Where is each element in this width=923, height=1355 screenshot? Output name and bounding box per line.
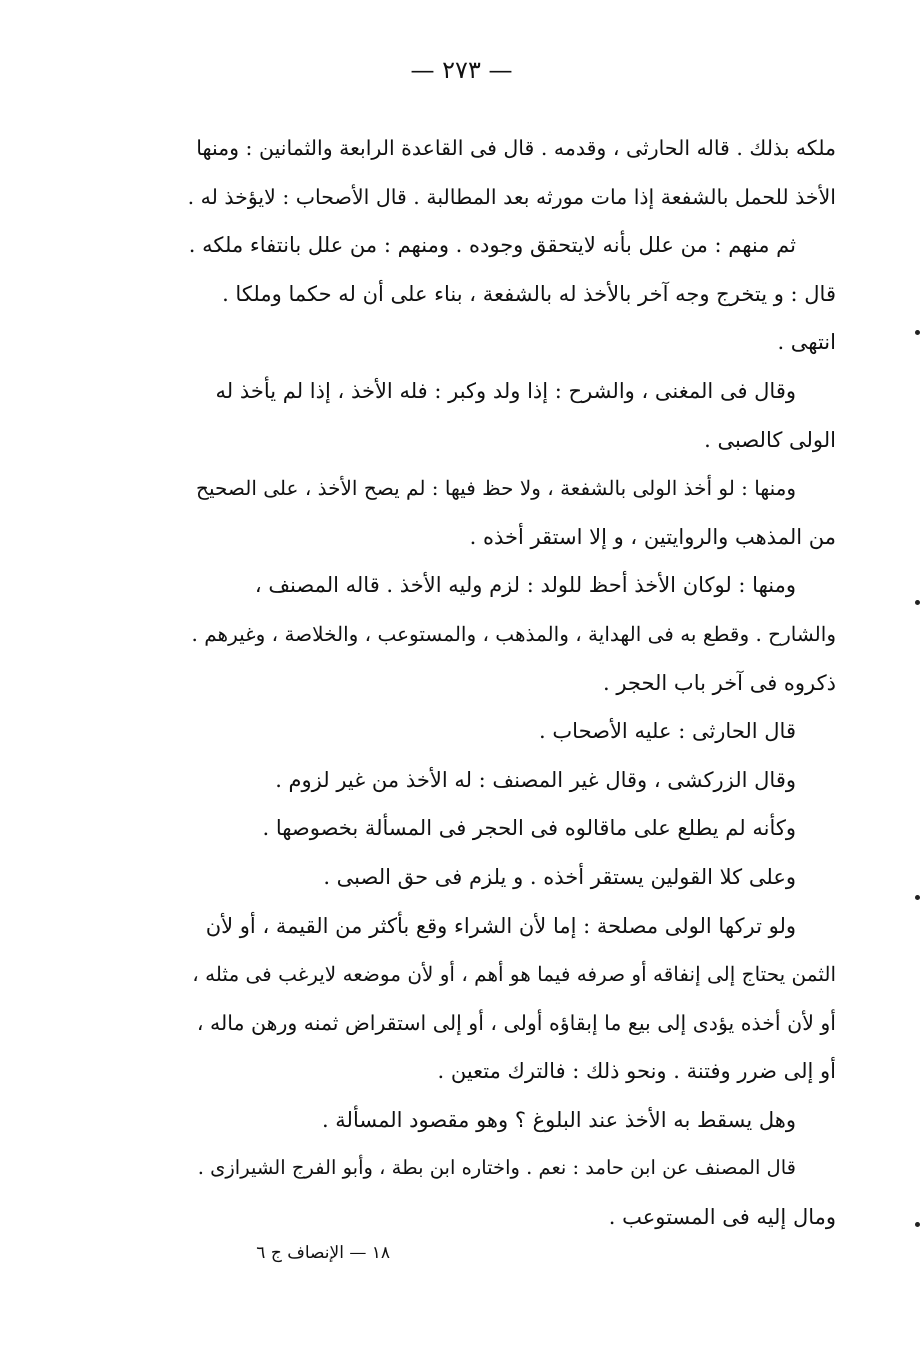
text-line: انتهى . <box>777 330 836 355</box>
footer-signature: ١٨ — الإنصاف ج ٦ <box>256 1243 390 1263</box>
text-line: ومنها : لو أخذ الولى بالشفعة ، ولا حظ فيها : لم يصح الأخذ ، على الصحيح <box>196 476 796 501</box>
margin-mark <box>915 1222 920 1227</box>
text-line: قال الحارثى : عليه الأصحاب . <box>539 719 796 744</box>
text-line: ومنها : لوكان الأخذ أحظ للولد : لزم وليه الأخذ . قاله المصنف ، <box>254 573 796 598</box>
body-text <box>186 124 836 1242</box>
text-line: ثم منهم : من علل بأنه لايتحقق وجوده . ومنهم : من علل بانتفاء ملكه . <box>188 233 796 258</box>
text-line: ومال إليه فى المستوعب . <box>608 1205 836 1230</box>
margin-mark <box>915 330 920 335</box>
page-number: — ٢٧٣ — <box>410 56 513 84</box>
text-line: قال المصنف عن ابن حامد : نعم . واختاره ابن بطة ، وأبو الفرج الشيرازى . <box>197 1156 796 1180</box>
text-line: ذكروه فى آخر باب الحجر . <box>602 670 836 695</box>
text-line: الولى كالصبى . <box>704 427 836 452</box>
text-line: ملكه بذلك . قاله الحارثى ، وقدمه . قال فى القاعدة الرابعة والثمانين : ومنها <box>196 136 836 160</box>
text-line: وقال فى المغنى ، والشرح : إذا ولد وكبر : فله الأخذ ، إذا لم يأخذ له <box>215 378 796 403</box>
margin-mark <box>915 895 920 900</box>
text-line: قال : و يتخرج وجه آخر بالأخذ له بالشفعة ، بناء على أن له حكما وملكا . <box>222 281 836 306</box>
text-line: الأخذ للحمل بالشفعة إذا مات مورثه بعد المطالبة . قال الأصحاب : لايؤخذ له . <box>187 184 836 209</box>
margin-mark <box>915 600 920 605</box>
text-line: أو لأن أخذه يؤدى إلى بيع ما إبقاؤه أولى ، أو إلى استقراض ثمنه ورهن ماله ، <box>196 1010 836 1035</box>
text-line: أو إلى ضرر وفتنة . ونحو ذلك : فالترك متعين . <box>437 1059 836 1084</box>
text-line: من المذهب والروايتين ، و إلا استقر أخذه . <box>469 524 836 549</box>
text-line: ولو تركها الولى مصلحة : إما لأن الشراء وقع بأكثر من القيمة ، أو لأن <box>205 913 796 938</box>
text-line: الثمن يحتاج إلى إنفاقه أو صرفه فيما هو أهم ، أو لأن موضعه لايرغب فى مثله ، <box>192 962 836 987</box>
text-line: وكأنه لم يطلع على ماقالوه فى الحجر فى المسألة بخصوصها . <box>262 816 796 841</box>
text-line: وهل يسقط به الأخذ عند البلوغ ؟ وهو مقصود المسألة . <box>321 1107 796 1132</box>
text-line: والشارح . وقطع به فى الهداية ، والمذهب ، والمستوعب ، والخلاصة ، وغيرهم . <box>191 621 836 646</box>
text-line: وعلى كلا القولين يستقر أخذه . و يلزم فى حق الصبى . <box>323 864 796 889</box>
text-line: وقال الزركشى ، وقال غير المصنف : له الأخذ من غير لزوم . <box>275 767 796 792</box>
